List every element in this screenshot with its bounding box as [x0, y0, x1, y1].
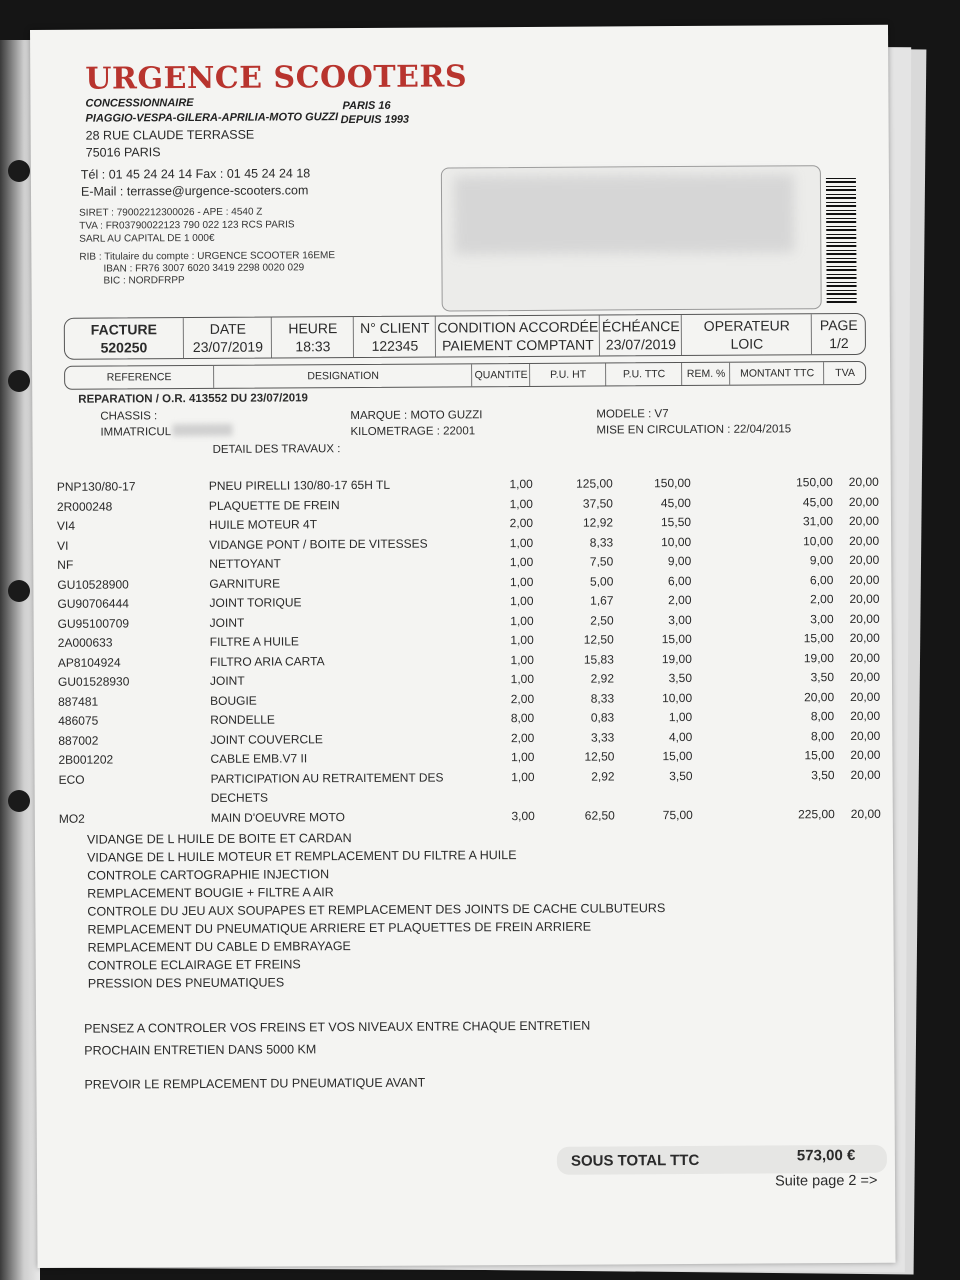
item-designation: PNEU PIRELLI 130/80-17 65H TL: [208, 477, 391, 493]
col-montant-ttc: MONTANT TTC: [729, 362, 824, 385]
item-designation: CABLE EMB.V7 II: [210, 751, 308, 766]
client-number: 122345: [371, 337, 419, 354]
item-ref: 2B001202: [58, 752, 114, 767]
note-line: PENSEZ A CONTROLER VOS FREINS ET VOS NIVEAUX ENTRE CHAQUE ENTRETIEN: [84, 1018, 591, 1036]
table-row: [35, 767, 893, 810]
modele: MODELE : V7: [596, 408, 669, 421]
item-qty: 8,00: [510, 710, 535, 726]
item-pu-ttc: 10,00: [661, 534, 692, 549]
work-line: CONTROLE ECLAIRAGE ET FREINS: [87, 957, 301, 973]
item-pu-ht: 12,50: [583, 632, 614, 647]
item-designation: BOUGIE: [210, 693, 257, 708]
item-qty: 1,00: [509, 554, 534, 570]
work-line: REMPLACEMENT BOUGIE + FILTRE A AIR: [87, 885, 334, 901]
item-ref: 887002: [58, 733, 99, 748]
item-designation: JOINT: [209, 673, 245, 688]
condition-label: CONDITION ACCORDÉE: [437, 318, 599, 336]
item-designation: VIDANGE PONT / BOITE DE VITESSES: [209, 536, 428, 552]
item-montant: 19,00: [803, 650, 834, 665]
continued-on-page-2: Suite page 2 =>: [774, 1172, 878, 1190]
bic: BIC : NORDFRPP: [103, 275, 185, 287]
item-qty: 1,00: [510, 652, 534, 667]
item-designation: HUILE MOTEUR 4T: [208, 517, 318, 532]
item-pu-ttc: 9,00: [667, 553, 692, 569]
city-tag: PARIS 16: [342, 99, 391, 113]
item-designation: JOINT TORIQUE: [209, 595, 302, 610]
col-quantite: QUANTITE: [471, 364, 530, 386]
item-pu-ttc: 15,00: [661, 631, 692, 647]
item-pu-ht: 2,92: [591, 768, 615, 784]
item-qty: 1,00: [511, 769, 535, 784]
item-designation: PLAQUETTE DE FREIN: [208, 497, 340, 513]
item-designation: JOINT: [209, 615, 245, 630]
item-tva: 20,00: [849, 572, 880, 587]
item-designation: FILTRE A HUILE: [209, 634, 299, 649]
item-pu-ht: 8,33: [589, 534, 614, 550]
item-montant: 6,00: [809, 572, 834, 587]
mise-en-circulation: MISE EN CIRCULATION : 22/04/2015: [596, 423, 792, 437]
item-ref: VI: [57, 538, 69, 553]
invoice-header-box: [64, 313, 866, 360]
item-qty: 2,00: [510, 730, 535, 745]
item-ref: MO2: [58, 811, 85, 826]
email: E-Mail : terrasse@urgence-scooters.com: [80, 183, 309, 199]
item-qty: 2,00: [510, 691, 535, 706]
echeance-label: ÉCHÉANCE: [601, 318, 680, 335]
item-pu-ttc: 45,00: [660, 495, 691, 510]
item-tva: 20,00: [850, 767, 881, 782]
item-tva: 20,00: [850, 689, 881, 704]
item-designation: RONDELLE: [210, 712, 275, 727]
item-qty: 1,00: [509, 535, 534, 550]
rib-holder: RIB : Titulaire du compte : URGENCE SCOOTER 16EME: [79, 250, 336, 263]
item-pu-ht: 7,50: [589, 554, 614, 569]
item-designation: NETTOYANT: [209, 556, 281, 571]
item-ref: GU90706444: [57, 596, 129, 611]
barcode: [826, 175, 857, 303]
item-qty: 1,00: [509, 574, 534, 589]
immat-label: IMMATRICUL: [100, 426, 172, 439]
item-qty: 1,00: [510, 593, 534, 609]
item-pu-ht: 37,50: [582, 495, 613, 511]
phone-fax: Tél : 01 45 24 24 14 Fax : 01 45 24 24 18: [80, 166, 311, 182]
punch-hole: [8, 370, 30, 392]
item-pu-ht: 2,92: [590, 671, 615, 686]
item-montant: 20,00: [804, 689, 835, 704]
echeance-value: 23/07/2019: [605, 336, 677, 353]
facture-label: FACTURE: [90, 321, 157, 338]
client-label: N° CLIENT: [360, 319, 430, 336]
item-qty: 1,00: [510, 671, 535, 687]
siret: SIRET : 79002212300026 - APE : 4540 Z: [79, 206, 263, 219]
col-designation: DESIGNATION: [213, 364, 472, 388]
work-line: VIDANGE DE L HUILE DE BOITE ET CARDAN: [86, 831, 352, 847]
work-line: VIDANGE DE L HUILE MOTEUR ET REMPLACEMENT DU FILTRE A HUILE: [87, 848, 517, 865]
item-ref: AP8104924: [57, 654, 121, 670]
item-tva: 20,00: [849, 611, 880, 626]
item-tva: 20,00: [850, 728, 881, 743]
brands-line: PIAGGIO-VESPA-GILERA-APRILIA-MOTO GUZZI: [85, 111, 339, 125]
col-tva: TVA: [823, 362, 866, 384]
item-ref: NF: [57, 557, 74, 572]
street-address: 28 RUE CLAUDE TERRASSE: [85, 127, 255, 143]
subtotal-value: 573,00 €: [796, 1146, 856, 1165]
item-pu-ttc: 2,00: [668, 592, 692, 608]
item-ref: 2R000248: [56, 499, 113, 514]
item-qty: 3,00: [511, 808, 535, 823]
item-pu-ht: 12,92: [582, 515, 614, 530]
item-qty: 1,00: [509, 496, 533, 511]
col-reference: REFERENCE: [106, 371, 172, 384]
date-value: 23/07/2019: [192, 338, 264, 356]
item-montant: 3,50: [811, 767, 835, 782]
item-pu-ht: 62,50: [584, 807, 615, 823]
note-line: PROCHAIN ENTRETIEN DANS 5000 KM: [84, 1042, 317, 1058]
chassis-label: CHASSIS :: [100, 410, 158, 423]
redacted-address-box: [441, 165, 822, 311]
heure-value: 18:33: [295, 338, 331, 355]
item-pu-ht: 2,50: [590, 612, 614, 628]
item-ref: GU01528930: [57, 674, 130, 689]
item-montant: 10,00: [803, 533, 834, 548]
item-tva: 20,00: [848, 494, 879, 509]
item-pu-ttc: 4,00: [668, 729, 693, 744]
item-pu-ttc: 3,00: [668, 612, 692, 627]
item-pu-ttc: 1,00: [668, 709, 693, 725]
item-qty: 1,00: [511, 749, 535, 765]
item-designation: GARNITURE: [209, 575, 281, 591]
page-label: PAGE: [819, 316, 858, 334]
item-tva: 20,00: [850, 747, 881, 763]
date-label: DATE: [209, 320, 247, 337]
capital: SARL AU CAPITAL DE 1 000€: [79, 232, 215, 245]
marque: MARQUE : MOTO GUZZI: [350, 409, 483, 423]
item-tva: 20,00: [849, 630, 880, 646]
item-designation: PARTICIPATION AU RETRAITEMENT DES: [210, 769, 444, 786]
item-designation: FILTRO ARIA CARTA: [209, 653, 325, 669]
condition-value: PAIEMENT COMPTANT: [442, 336, 594, 354]
col-remise: REM. %: [681, 363, 730, 385]
item-montant: 45,00: [802, 494, 833, 509]
item-qty: 1,00: [510, 632, 534, 648]
item-montant: 2,00: [810, 592, 834, 607]
item-pu-ttc: 3,50: [668, 670, 693, 686]
item-pu-ttc: 75,00: [662, 807, 693, 822]
item-designation-cont: DECHETS: [210, 790, 269, 805]
item-pu-ttc: 3,50: [669, 768, 693, 783]
subtotal-label: SOUS TOTAL TTC: [570, 1151, 700, 1170]
col-pu-ttc: P.U. TTC: [605, 363, 682, 385]
item-pu-ht: 3,33: [590, 729, 615, 745]
work-line: CONTROLE CARTOGRAPHIE INJECTION: [87, 867, 330, 883]
item-montant: 15,00: [804, 748, 835, 763]
item-ref: GU10528900: [57, 576, 129, 592]
repair-title: REPARATION / O.R. 413552 DU 23/07/2019: [78, 392, 308, 406]
item-pu-ttc: 15,00: [662, 748, 693, 764]
item-pu-ht: 12,50: [584, 749, 615, 764]
operateur-value: LOIC: [730, 335, 764, 352]
punch-hole: [8, 580, 30, 602]
work-line: REMPLACEMENT DU PNEUMATIQUE ARRIERE ET PLAQUETTES DE FREIN ARRIERE: [87, 919, 592, 937]
item-pu-ttc: 19,00: [661, 651, 692, 666]
table-row: [35, 806, 893, 829]
punch-hole: [8, 160, 30, 182]
item-montant: 150,00: [796, 475, 833, 490]
heure-label: HEURE: [288, 320, 338, 337]
operateur-label: OPERATEUR: [703, 317, 790, 334]
item-designation: MAIN D'OEUVRE MOTO: [210, 809, 345, 825]
since-label: DEPUIS 1993: [340, 113, 410, 127]
item-montant: 8,00: [810, 728, 835, 743]
facture-number: 520250: [100, 339, 148, 356]
zip-city: 75016 PARIS: [85, 145, 161, 160]
work-line: PRESSION DES PNEUMATIQUES: [87, 975, 285, 991]
item-ref: 2A000633: [57, 635, 113, 650]
item-ref: VI4: [56, 518, 76, 533]
item-qty: 1,00: [510, 613, 534, 628]
item-pu-ht: 5,00: [589, 573, 614, 589]
company-logo: URGENCE SCOOTERS: [85, 59, 468, 97]
item-ref: 887481: [58, 694, 99, 709]
item-tva: 20,00: [849, 591, 880, 607]
item-tva: 20,00: [850, 806, 881, 821]
kilometrage: KILOMETRAGE : 22001: [350, 425, 476, 439]
page-value: 1/2: [829, 335, 849, 352]
item-montant: 31,00: [802, 514, 834, 529]
item-tva: 20,00: [849, 669, 881, 685]
item-montant: 15,00: [803, 631, 834, 646]
col-pu-ht: P.U. HT: [529, 363, 606, 385]
item-montant: 3,00: [810, 611, 834, 626]
item-ref: ECO: [58, 772, 85, 787]
item-tva: 20,00: [849, 533, 880, 548]
item-pu-ht: 1,67: [590, 593, 614, 608]
item-tva: 20,00: [848, 513, 880, 529]
item-qty: 1,00: [509, 476, 533, 492]
note-line: PREVOIR LE REMPLACEMENT DU PNEUMATIQUE AVANT: [84, 1075, 426, 1092]
work-line: CONTROLE DU JEU AUX SOUPAPES ET REMPLACEMENT DES JOINTS DE CACHE CULBUTEURS: [87, 901, 666, 919]
work-line: REMPLACEMENT DU CABLE D EMBRAYAGE: [87, 939, 351, 955]
item-tva: 20,00: [849, 650, 880, 665]
item-ref: PNP130/80-17: [56, 479, 136, 494]
item-qty: 2,00: [509, 515, 534, 531]
item-designation: JOINT COUVERCLE: [210, 731, 323, 747]
item-pu-ht: 125,00: [576, 476, 613, 491]
redacted-plate: [172, 424, 232, 436]
item-ref: GU95100709: [57, 615, 130, 631]
invoice-page: [30, 25, 896, 1268]
item-montant: 225,00: [798, 806, 835, 821]
item-montant: 9,00: [809, 553, 834, 568]
tva-number: TVA : FR03790022123 790 022 123 RCS PARIS: [79, 219, 295, 232]
item-montant: 8,00: [810, 709, 835, 724]
item-pu-ht: 0,83: [590, 710, 615, 725]
item-tva: 20,00: [850, 708, 881, 724]
item-ref: 486075: [58, 713, 99, 728]
detail-travaux-label: DETAIL DES TRAVAUX :: [212, 443, 341, 456]
item-pu-ttc: 10,00: [662, 690, 693, 705]
punch-hole: [8, 790, 30, 812]
item-pu-ht: 15,83: [583, 651, 614, 667]
dealer-label: CONCESSIONNAIRE: [85, 97, 194, 110]
column-header-bar: [64, 361, 866, 390]
item-tva: 20,00: [849, 552, 880, 568]
item-pu-ttc: 150,00: [654, 475, 691, 491]
item-pu-ht: 8,33: [590, 690, 615, 706]
iban: IBAN : FR76 3007 6020 3419 2298 0020 029: [103, 262, 305, 275]
item-pu-ttc: 6,00: [667, 573, 692, 588]
item-montant: 3,50: [810, 670, 835, 685]
item-pu-ttc: 15,50: [660, 514, 692, 530]
item-tva: 20,00: [848, 474, 879, 490]
